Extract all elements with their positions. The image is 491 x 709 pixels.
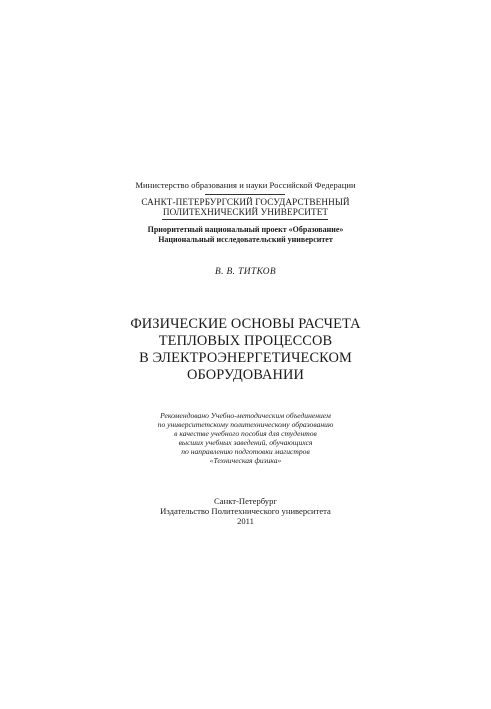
university-name-line-1: САНКТ-ПЕТЕРБУРГСКИЙ ГОСУДАРСТВЕННЫЙ [141, 197, 350, 207]
priority-project: Приоритетный национальный проект «Образование» [147, 225, 344, 234]
recommendation-line-3: в качестве учебного пособия для студентов [174, 429, 317, 438]
recommendation-line-4: высших учебных заведений, обучающихся [178, 438, 313, 447]
research-university: Национальный исследовательский университет [158, 235, 333, 244]
recommendation-line-1: Рекомендовано Учебно-методическим объединением [160, 411, 331, 420]
book-title-line-4: ОБОРУДОВАНИИ [187, 367, 304, 383]
publisher-name: Издательство Политехнического университета [160, 506, 331, 516]
divider-short [205, 194, 285, 195]
recommendation-line-2: по университетскому политехническому образованию [157, 420, 334, 429]
recommendation-line-5: по направлению подготовки магистров [181, 447, 310, 456]
university-name-line-2: ПОЛИТЕХНИЧЕСКИЙ УНИВЕРСИТЕТ [162, 207, 329, 217]
divider-long [162, 219, 328, 220]
publication-city: Санкт-Петербург [214, 496, 277, 506]
book-title-line-2: ТЕПЛОВЫХ ПРОЦЕССОВ [158, 333, 333, 349]
publication-year: 2011 [237, 516, 254, 526]
author-name: В. В. ТИТКОВ [214, 267, 277, 277]
book-title-line-3: В ЭЛЕКТРОЭНЕРГЕТИЧЕСКОМ [139, 350, 352, 366]
ministry-name: Министерство образования и науки Российской Федерации [135, 180, 356, 190]
recommendation-line-6: «Техническая физика» [209, 456, 282, 465]
book-title-line-1: ФИЗИЧЕСКИЕ ОСНОВЫ РАСЧЕТА [130, 316, 361, 332]
